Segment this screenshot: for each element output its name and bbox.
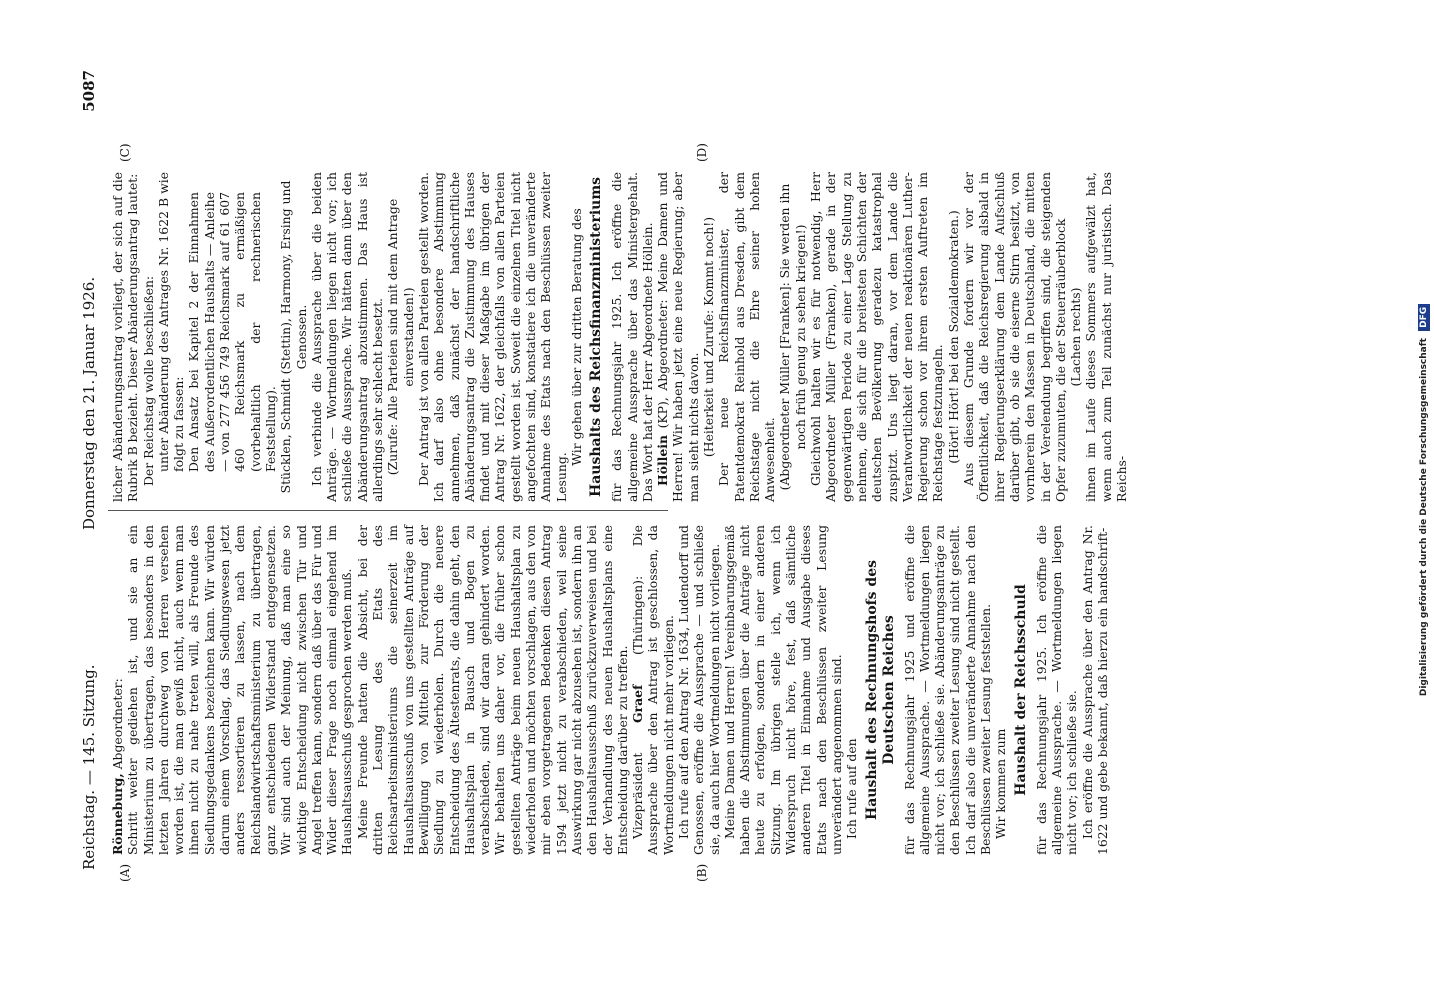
paragraph: Wir gehen über zur dritten Beratung des <box>568 208 584 466</box>
speaker-name: Höllein <box>655 435 671 486</box>
column-left <box>110 525 1110 855</box>
paragraph: Gleichwohl halten wir es für notwendig, Herr Abgeordneter Müller (Franken), gerade in der gegenwärtigen Periode zu einer Lage Stellung zu nehmen, die sich für die breitesten Schichten der deutschen Bevölkerung geradezu katastrophal zuspitzt. Uns liegt daran, vor dem Lande die Verantwortlichkeit der neuen reaktionären Luther-Regierung schon vor ihrem ersten Auftreten im Reichstage festzunageln. <box>808 172 946 502</box>
paragraph: Der neue Reichsfinanzminister, der Patentdemokrat Reinhold aus Dresden, gibt dem Reichstage nicht die Ehre seiner hohen Anwesenheit. <box>716 172 778 502</box>
paragraph: Ich rufe auf den <box>844 738 860 839</box>
paragraph-text: (KP), Abgeordneter: Meine Damen und Herren! Wir haben jetzt eine neue Regierung; aber man sieht nichts davon. <box>655 172 701 502</box>
margin-mark-c: (C) <box>118 143 132 162</box>
paragraph: ihnen im Laufe dieses Sommers aufgewälzt hat, wenn auch zum Teil zunächst nur juristisch. Das Reichs- <box>1083 172 1129 502</box>
margin-mark-a: (A) <box>118 863 132 882</box>
paragraph-text: (Thüringen): Die Aussprache über den Antrag ist geschlossen, da Wortmeldungen nicht mehr vorliegen. <box>630 525 676 855</box>
paragraph: Aus diesem Grunde fordern wir vor der Öffentlichkeit, daß die Reichsregierung alsbald in ihrer Regierungserklärung dem Lande Aufschluß darüber gibt, ob sie die eiserne Stirn besitzt, von vornherein den Massen in Deutschland, die mitten in der Verelendung begriffen sind, die steigenden Opfer zuzumuten, die der Steuerräuberblock <box>961 172 1068 502</box>
quoted-motion: Den Ansatz bei Kapitel 2 der Einnahmen des Außerordentlichen Haushalts — Anleihe — von 277 456 749 Reichsmark auf 61 607 460 Reichsmark zu ermäßigen (vorbehaltlich der rechnerischen Feststellung). <box>186 192 278 472</box>
speaker-name: Rönneburg, <box>110 773 125 855</box>
speaker-role: Abgeordneter: <box>110 678 125 770</box>
margin-mark-d: (D) <box>695 143 709 162</box>
margin-mark-b: (B) <box>695 863 709 882</box>
paragraph: für das Rechnungsjahr 1925. Ich eröffne die allgemeine Aussprache über das Ministergehalt. Das Wort hat der Herr Abgeordnete Höllein. <box>609 172 655 502</box>
paragraph: Schritt weiter gediehen ist, und sie an ein Ministerium zu übertragen, das besonders in den letzten Jahren durchweg von Herren versehen worden ist, die man gewiß nicht, auch wenn man ihnen nicht zu nahe treten will, als Freunde des Siedlungsgedankens bezeichnen kann. Wir würden darum einem Vorschlag, das Siedlungswesen jetzt anders ressortieren zu lassen, nach dem Reichslandwirtschaftsministerium zu übertragen, ganz entschiedenen Widerstand entgegensetzen. Wir sind auch der Meinung, daß man eine so wichtige Entscheidung nicht zwischen Tür und Angel treffen kann, sondern daß über das Für und Wider dieser Frage noch einmal eingehend im Haushaltsausschuß gesprochen werden muß. <box>125 525 355 855</box>
paragraph: Der Reichstag wolle beschließen: <box>140 275 156 486</box>
credit-text: Digitalisierung gefördert durch die Deutsche Forschungsgemeinschaft <box>1419 338 1429 697</box>
paragraph <box>630 525 676 855</box>
paragraph: Ich eröffne die Aussprache über den Antrag Nr. 1622 und gebe bekannt, daß hierzu ein handschrift- <box>1079 525 1110 855</box>
digitization-credit <box>1418 0 1430 1000</box>
paragraph: Wir kommen zum <box>993 728 1009 839</box>
section-heading: Haushalt des Rechnungshofs des Deutschen Reiches <box>863 559 897 821</box>
section-heading: Haushalts des Reichsfinanzministeriums <box>588 176 605 498</box>
paragraph: unter Abänderung des Antrages Nr. 1622 B wie folgt zu fassen: <box>155 172 187 472</box>
paragraph: Der Antrag ist von allen Parteien gestellt worden. Ich darf also ohne besondere Abstimmung annehmen, daß zunächst der handschriftliche Abänderungsantrag die Zustimmung des Hauses findet und mit dieser Maßgabe im übrigen der Antrag Nr. 1622, der gleichfalls von allen Parteien gestellt worden ist. Soweit die einzelnen Titel nicht angefochten sind, konstatiere ich die unveränderte Annahme des Etats nach den Beschlüssen zweiter Lesung. <box>415 172 569 502</box>
interjection: (Heiterkeit und Zurufe: Kommt noch!) <box>700 216 716 458</box>
dfg-logo: DFG <box>1418 304 1430 331</box>
signatories: Stücklen, Schmidt (Stettin), Harmony, Ersing und Genossen. <box>278 180 309 494</box>
header-date: Donnerstag den 21. Januar 1926. <box>80 276 98 530</box>
paragraph: Ich rufe auf den Antrag Nr. 1634, Ludendorff und Genossen, eröffne die Aussprache — und schließe sie, da auch hier Wortmeldungen nicht vorliegen. <box>675 525 722 855</box>
page-number: 5087 <box>80 70 98 112</box>
section-heading: Haushalt der Reichsschuld <box>1012 584 1029 796</box>
interjection: (Abgeordneter Müller [Franken]: Sie werden ihn noch früh genug zu sehen kriegen!) <box>777 183 808 491</box>
speaker-title: Vizepräsident <box>630 752 646 839</box>
paragraph: Meine Freunde hatten die Absicht, bei der dritten Lesung des Etats des Reichsarbeitsministeriums die seinerzeit im Haushaltsausschuß von uns gestellten Anträge auf Bewilligung von Mitteln zur Förderung der Siedlung zu wiederholen. Durch die neuere Entscheidung des Ältestenrats, die dahin geht, den Haushaltsplan in Bausch und Bogen zu verabschieden, sind wir daran gehindert worden. Wir behalten uns daher vor, die früher schon gestellten Anträge beim neuen Haushaltsplan zu wiederholen und möchten vorschlagen, aus den von mir eben vorgetragenen Bedenken diesen Antrag 1594 jetzt nicht zu verabschieden, weil seine Auswirkung gar nicht abzusehen ist, sondern ihn an den Haushaltsausschuß zurückzuverweisen und bei der Verhandlung des neuen Haushaltsplans eine Entscheidung darüber zu treffen. <box>354 525 630 855</box>
paragraph <box>655 172 701 502</box>
paragraph <box>110 525 125 855</box>
column-divider <box>108 510 668 511</box>
interjection: (Hört! Hört! bei den Sozialdemokraten.) <box>945 210 961 464</box>
paragraph: für das Rechnungsjahr 1925. Ich eröffne die allgemeine Aussprache. — Wortmeldungen liegen nicht vor; ich schließe sie. <box>1033 525 1080 855</box>
column-right <box>110 172 1129 502</box>
paragraph: licher Abänderungsantrag vorliegt, der sich auf die Rubrik B bezieht. Dieser Abänderungsantrag lautet: <box>110 172 141 502</box>
paragraph: Ich verbinde die Aussprache über die beiden Anträge. — Wortmeldungen liegen nicht vor; ich schließe die Aussprache. Wir hätten dann über den Abänderungsantrag abzustimmen. Das Haus ist allerdings sehr schlecht besetzt. <box>308 172 386 502</box>
paragraph: für das Rechnungsjahr 1925 und eröffne die allgemeine Aussprache. — Wortmeldungen liegen nicht vor; ich schließe sie. Abänderungsanträge zu den Beschlüssen zweiter Lesung sind nicht gestellt. Ich darf also die unveränderte Annahme nach den Beschlüssen zweiter Lesung feststellen. <box>901 525 994 855</box>
interjection: (Lachen rechts) <box>1068 287 1084 387</box>
paragraph: Meine Damen und Herren! Vereinbarungsgemäß haben die Abstimmungen über die Anträge nicht heute zu erfolgen, sondern in einer anderen Sitzung. Im übrigen stelle ich, wenn ich Widerspruch nicht höre, fest, daß sämtliche anderen Titel in Einnahme und Ausgabe dieses Etats nach den Beschlüssen zweiter Lesung unverändert angenommen sind. <box>721 525 844 855</box>
header-left: Reichstag. — 145. Sitzung. <box>80 664 98 870</box>
interjection: (Zurufe: Alle Parteien sind mit dem Antrage einverstanden!) <box>385 198 416 476</box>
speaker-name: Graef <box>630 684 646 724</box>
